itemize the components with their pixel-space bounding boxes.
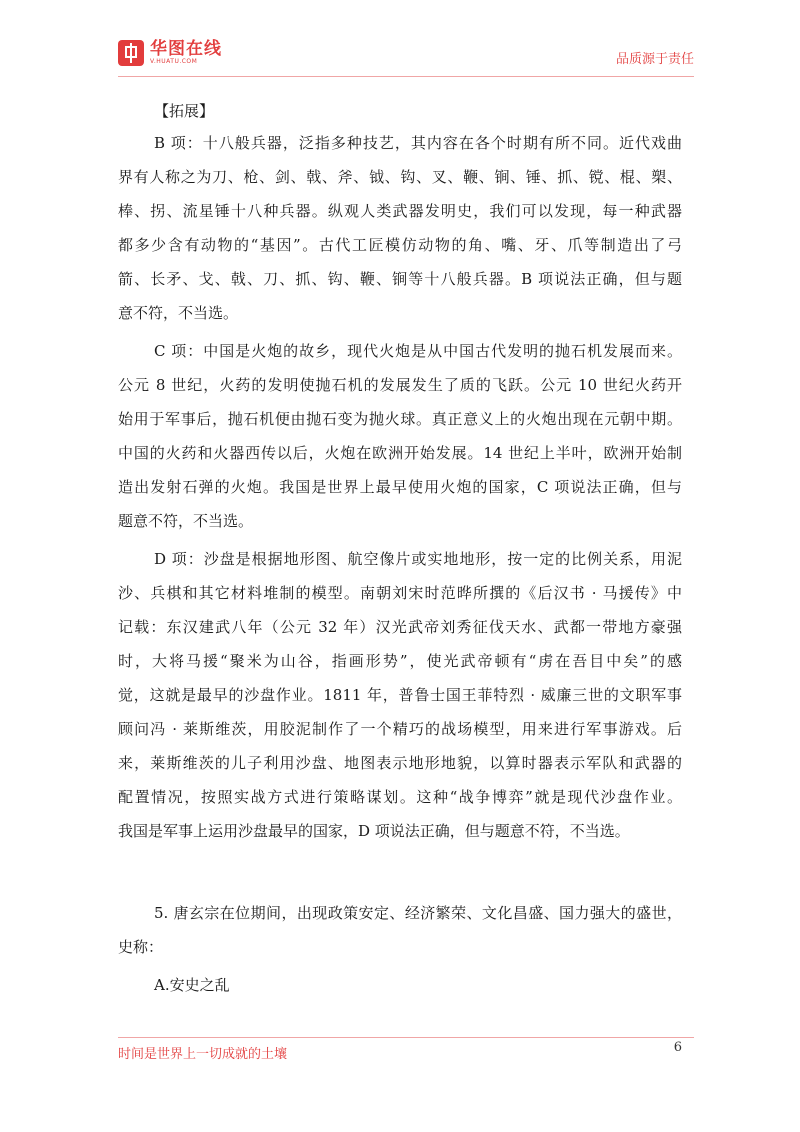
logo-url: V.HUATU.COM <box>150 58 198 65</box>
paragraph-line: 造出发射石弹的火炮。我国是世界上最早使用火炮的国家，C 项说法正确，但与 <box>118 478 682 496</box>
paragraph-line: 顾问冯 · 莱斯维茨，用胶泥制作了一个精巧的战场模型，用来进行军事游戏。后 <box>118 720 682 738</box>
footer-divider <box>118 1037 694 1038</box>
paragraph-line: 始用于军事后，抛石机便由抛石变为抛火球。真正意义上的火炮出现在元朝中期。 <box>118 410 682 428</box>
paragraph-line: D 项：沙盘是根据地形图、航空像片或实地地形，按一定的比例关系，用泥 <box>154 550 682 568</box>
paragraph-line: 记载：东汉建武八年（公元 32 年）汉光武帝刘秀征伐天水、武都一带地方豪强 <box>118 618 682 636</box>
paragraph-line: 意不符，不当选。 <box>118 304 239 322</box>
page-number: 6 <box>673 1040 682 1055</box>
paragraph-line: 觉，这就是最早的沙盘作业。1811 年，普鲁士国王菲特烈 · 威廉三世的文职军事 <box>118 686 682 704</box>
paragraph-line: 棒、拐、流星锤十八种兵器。纵观人类武器发明史，我们可以发现，每一种武器 <box>118 202 682 220</box>
paragraph-line: 沙、兵棋和其它材料堆制的模型。南朝刘宋时范晔所撰的《后汉书 · 马援传》中 <box>118 584 682 602</box>
header-divider <box>118 76 694 77</box>
paragraph-line: 箭、长矛、戈、戟、刀、抓、钩、鞭、锏等十八般兵器。B 项说法正确，但与题 <box>118 270 682 288</box>
paragraph-line: C 项：中国是火炮的故乡，现代火炮是从中国古代发明的抛石机发展而来。 <box>154 342 682 360</box>
paragraph-line: 界有人称之为刀、枪、剑、戟、斧、钺、钩、叉、鞭、锏、锤、抓、镋、棍、槊、 <box>118 168 682 186</box>
paragraph-line: 题意不符，不当选。 <box>118 512 254 530</box>
paragraph-line: B 项：十八般兵器，泛指多种技艺，其内容在各个时期有所不同。近代戏曲 <box>154 134 682 152</box>
page-header <box>118 40 694 74</box>
question-line: 史称： <box>118 938 164 956</box>
paragraph-line: 我国是军事上运用沙盘最早的国家，D 项说法正确，但与题意不符，不当选。 <box>118 822 630 840</box>
option-a: A.安史之乱 <box>154 976 230 994</box>
paragraph-line: 时，大将马援“聚米为山谷，指画形势”，使光武帝顿有“虏在吾目中矣”的感 <box>118 652 682 670</box>
logo-mark-icon <box>118 40 144 66</box>
paragraph-line: 公元 8 世纪，火药的发明使抛石机的发展发生了质的飞跃。公元 10 世纪火药开 <box>118 376 682 394</box>
paragraph-line: 配置情况，按照实战方式进行策略谋划。这种“战争博弈”就是现代沙盘作业。 <box>118 788 682 806</box>
huatu-logo <box>118 40 222 66</box>
section-heading: 【拓展】 <box>154 102 215 120</box>
header-slogan: 品质源于责任 <box>615 52 694 67</box>
logo-name: 华图在线 <box>150 39 222 59</box>
paragraph-line: 中国的火药和火器西传以后，火炮在欧洲开始发展。14 世纪上半叶，欧洲开始制 <box>118 444 682 462</box>
paragraph-line: 来，莱斯维茨的儿子利用沙盘、地图表示地形地貌，以算时器表示军队和武器的 <box>118 754 682 772</box>
footer-slogan: 时间是世界上一切成就的土壤 <box>118 1047 288 1062</box>
paragraph-line: 都多少含有动物的“基因”。古代工匠模仿动物的角、嘴、牙、爪等制造出了弓 <box>118 236 682 254</box>
question-line: 5. 唐玄宗在位期间，出现政策安定、经济繁荣、文化昌盛、国力强大的盛世， <box>154 904 682 922</box>
